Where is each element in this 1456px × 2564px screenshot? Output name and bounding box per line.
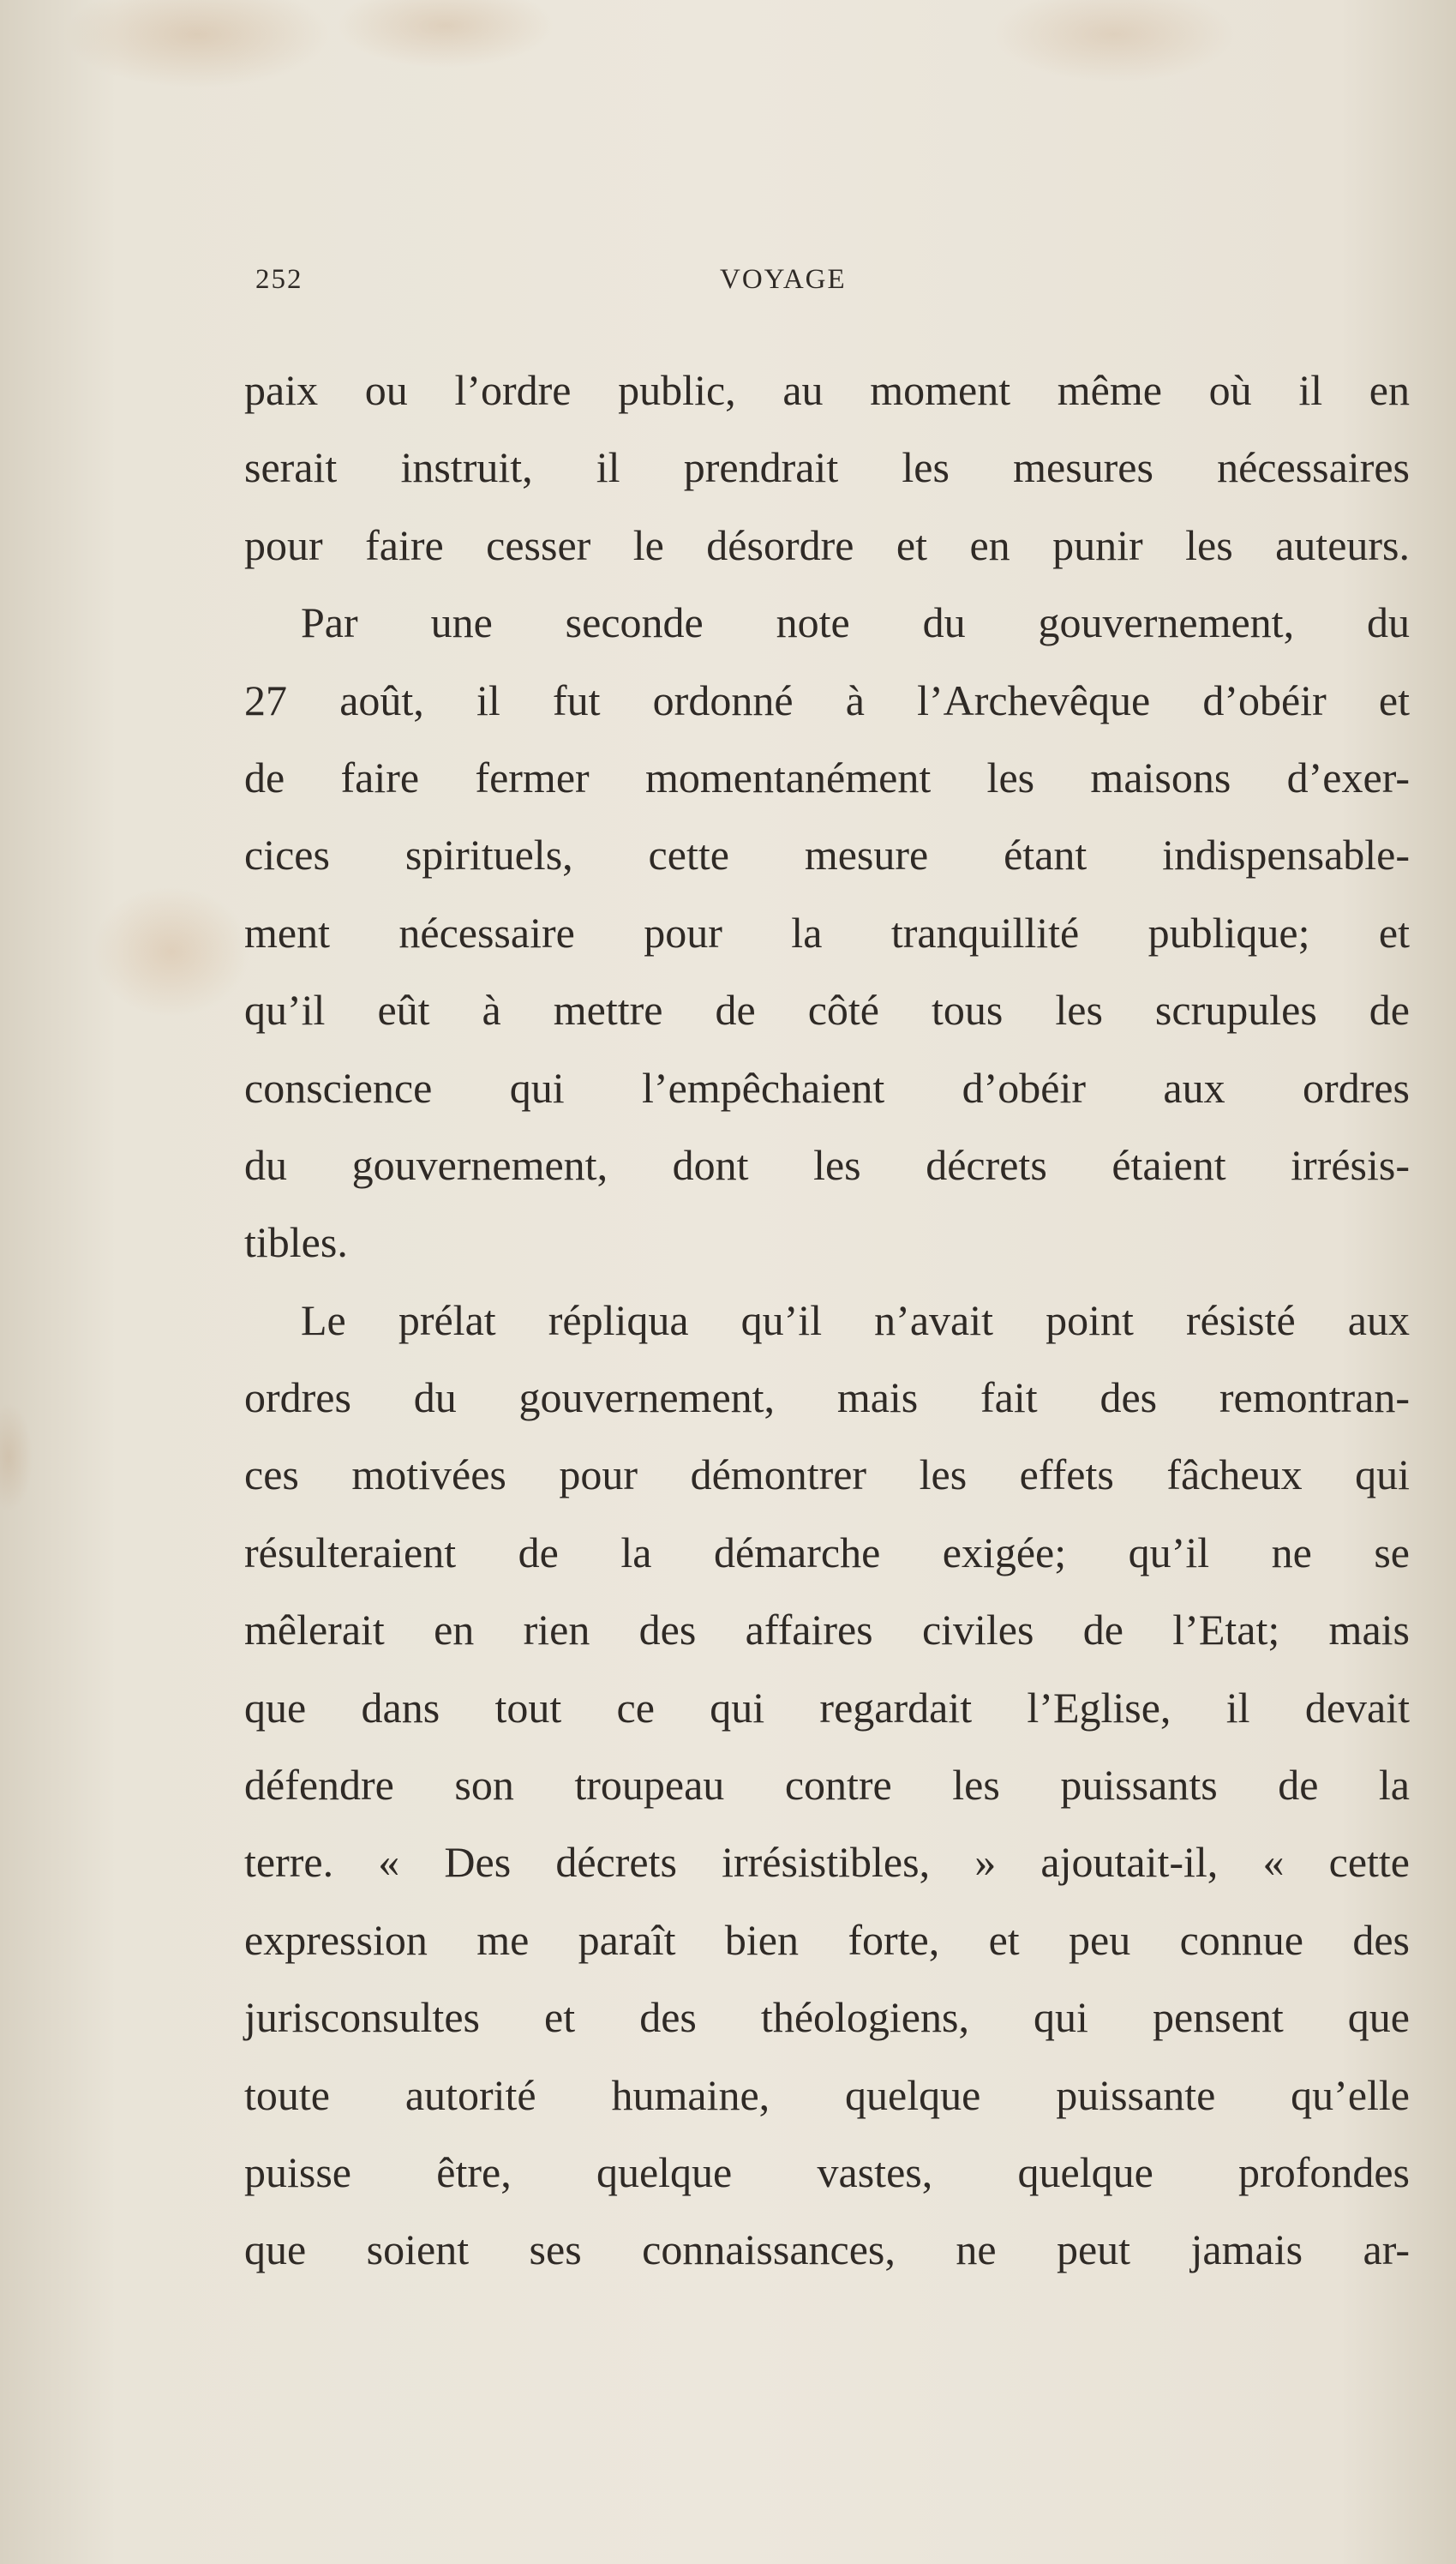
text-line: de faire fermer momentanément les maisons d’exer-	[244, 753, 1410, 802]
text-line: résulteraient de la démarche exigée; qu’il ne se	[244, 1528, 1410, 1576]
paragraph-end-line: tibles.	[244, 1218, 348, 1267]
text-line: cices spirituels, cette mesure étant indispensable-	[244, 831, 1410, 880]
text-line: défendre son troupeau contre les puissants de la	[244, 1761, 1410, 1810]
paragraph-start-line: Par une seconde note du gouvernement, du	[301, 598, 1410, 647]
text-line: ment nécessaire pour la tranquillité publique; et	[244, 908, 1410, 957]
text-line: mêlerait en rien des affaires civiles de l’Etat; mais	[244, 1606, 1410, 1654]
text-line: ordres du gouvernement, mais fait des remontran-	[244, 1373, 1410, 1422]
body-text	[244, 351, 1410, 2289]
text-line: expression me paraît bien forte, et peu connue des	[244, 1915, 1410, 1964]
text-line: ces motivées pour démontrer les effets fâcheux qui	[244, 1450, 1410, 1499]
text-line: conscience qui l’empêchaient d’obéir aux ordres	[244, 1063, 1410, 1112]
text-line: pour faire cesser le désordre et en punir les auteurs.	[244, 520, 1410, 569]
running-head: VOYAGE	[720, 264, 847, 295]
text-line: qu’il eût à mettre de côté tous les scrupules de	[244, 986, 1410, 1035]
page-header	[255, 264, 1404, 307]
text-line: du gouvernement, dont les décrets étaient irrésis-	[244, 1140, 1410, 1189]
text-line: terre. « Des décrets irrésistibles, » ajoutait-il, « cette	[244, 1838, 1410, 1887]
text-line: 27 août, il fut ordonné à l’Archevêque d’obéir et	[244, 676, 1410, 724]
text-line: puisse être, quelque vastes, quelque profondes	[244, 2147, 1410, 2196]
paragraph-start-line: Le prélat répliqua qu’il n’avait point résisté aux	[301, 1295, 1410, 1344]
text-line: toute autorité humaine, quelque puissante qu’elle	[244, 2070, 1410, 2119]
text-line: serait instruit, il prendrait les mesures nécessaires	[244, 443, 1410, 492]
text-line: que dans tout ce qui regardait l’Eglise, il devait	[244, 1683, 1410, 1732]
text-line: jurisconsultes et des théologiens, qui pensent que	[244, 1993, 1410, 2042]
text-line: paix ou l’ordre public, au moment même où il en	[244, 366, 1410, 414]
text-line: que soient ses connaissances, ne peut jamais ar-	[244, 2225, 1410, 2274]
page-number: 252	[255, 264, 303, 295]
